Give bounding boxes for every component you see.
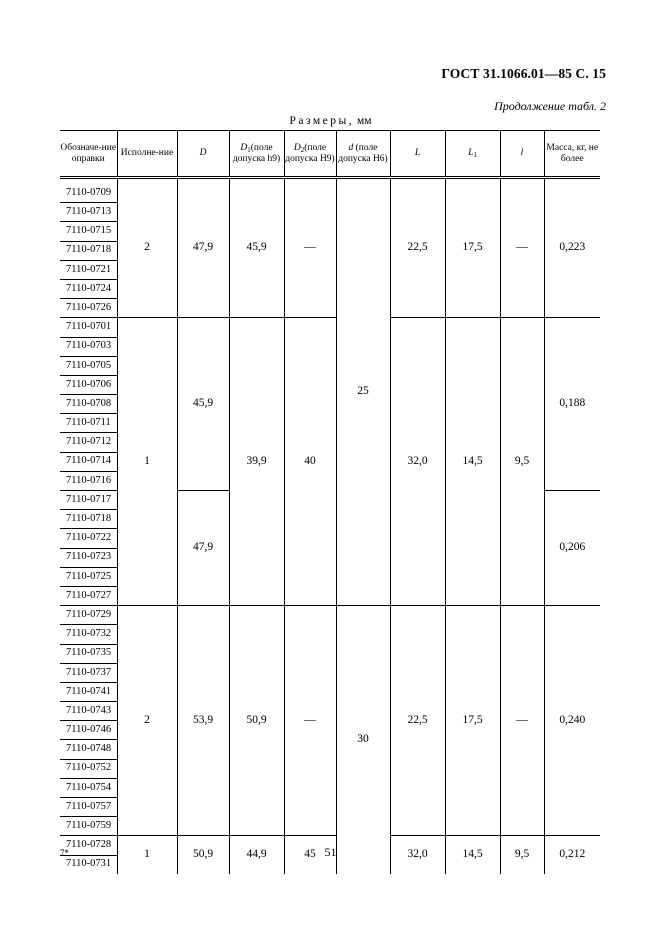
cell-g1-L: 22,5	[390, 178, 445, 318]
cell-g4-mass: 0,212	[544, 836, 600, 874]
cell-g3-D1: 50,9	[229, 606, 284, 836]
col-designation-header: Обозначе-ние оправки	[60, 131, 117, 178]
cell-g4-D1: 44,9	[229, 836, 284, 874]
cell-g2-D-b: 47,9	[177, 491, 229, 606]
col-mass-header: Масса, кг, не более	[544, 131, 600, 178]
designation-cell: 7110-0757	[60, 798, 117, 817]
designation-cell: 7110-0743	[60, 702, 117, 721]
cell-g3-D2: —	[284, 606, 336, 836]
designation-cell: 7110-0727	[60, 586, 117, 605]
cell-d-upper: 25	[336, 178, 390, 606]
page-number: 51	[324, 845, 337, 859]
designation-cell: 7110-0759	[60, 817, 117, 836]
cell-g4-L1: 14,5	[445, 836, 500, 874]
designation-cell: 7110-0718	[60, 510, 117, 529]
designation-cell: 7110-0713	[60, 203, 117, 222]
designation-cell: 7110-0737	[60, 663, 117, 682]
cell-d-lower: 30	[336, 606, 390, 874]
designation-cell: 7110-0731	[66, 858, 112, 870]
cell-g4-D2: 45	[284, 836, 336, 874]
cell-g3-version: 2	[117, 606, 177, 836]
cell-g1-D1: 45,9	[229, 178, 284, 318]
cell-g4-D: 50,9	[177, 836, 229, 874]
table-continuation-label: Продолжение табл. 2	[494, 99, 606, 113]
designation-cell: 7110-0712	[60, 433, 117, 452]
col-L-header: L	[390, 131, 445, 178]
designation-cell: 7110-0701	[60, 318, 117, 337]
designation-cell: 7110-0748	[60, 740, 117, 759]
dimensions-unit: мм	[356, 115, 372, 127]
cell-g2-D-a: 45,9	[177, 318, 229, 491]
table-row	[60, 606, 600, 625]
designation-cell: 7110-0722	[60, 529, 117, 548]
designation-cell: 7110-0724	[60, 279, 117, 298]
designation-cell: 7110-0754	[60, 778, 117, 797]
designation-cell: 7110-0723	[60, 548, 117, 567]
designation-cell: 7110-0703	[60, 337, 117, 356]
standard-header: ГОСТ 31.1066.01—85 С. 15	[441, 66, 606, 81]
cell-g4-l: 9,5	[500, 836, 544, 874]
cell-g2-L1: 14,5	[445, 318, 500, 606]
col-D1-header: $D_1(поле$ допуска h9)	[229, 131, 284, 178]
designation-cell: 7110-0721	[60, 260, 117, 279]
designation-cell: 7110-0718	[60, 241, 117, 260]
col-version-header: Исполне-ние	[117, 131, 177, 178]
dimensions-word: Размеры,	[289, 115, 355, 127]
cell-g1-mass: 0,223	[544, 178, 600, 318]
cell-g4-L: 32,0	[390, 836, 445, 874]
designation-cell: 7110-0705	[60, 356, 117, 375]
designation-cell: 7110-0741	[60, 682, 117, 701]
cell-g2-D2: 40	[284, 318, 336, 606]
dimensions-caption	[0, 115, 661, 127]
col-D2-header: $D_2(поле$ допуска H9)	[284, 131, 336, 178]
designation-cell: 7110-0726	[60, 299, 117, 318]
designation-cell: 7110-0717	[60, 491, 117, 510]
cell-g3-L1: 17,5	[445, 606, 500, 836]
cell-g1-L1: 17,5	[445, 178, 500, 318]
designation-cell: 7110-0752	[60, 759, 117, 778]
cell-g1-l: —	[500, 178, 544, 318]
cell-g3-l: —	[500, 606, 544, 836]
cell-g3-L: 22,5	[390, 606, 445, 836]
designation-cell: 7110-0728	[60, 836, 117, 855]
cell-g3-mass: 0,240	[544, 606, 600, 836]
designation-cell: 7110-0711	[60, 414, 117, 433]
table-row	[60, 318, 600, 337]
cell-g1-version: 2	[117, 178, 177, 318]
cell-g2-L: 32,0	[390, 318, 445, 606]
designation-cell: 7110-0708	[60, 395, 117, 414]
col-l-header: l	[500, 131, 544, 178]
col-D-header: D	[177, 131, 229, 178]
designation-cell: 7110-0732	[60, 625, 117, 644]
designation-cell: 7110-0735	[60, 644, 117, 663]
designation-cell: 7110-0715	[60, 222, 117, 241]
designation-cell: 7110-0729	[60, 606, 117, 625]
cell-g2-l: 9,5	[500, 318, 544, 606]
cell-g1-D: 47,9	[177, 178, 229, 318]
designation-cell: 7110-0746	[60, 721, 117, 740]
mandrel-dimensions-table	[60, 130, 600, 874]
designation-cell: 7110-0709	[60, 184, 117, 203]
table-header-row	[60, 131, 600, 178]
designation-cell: 7110-0716	[60, 471, 117, 490]
designation-cell: 7110-0725	[60, 567, 117, 586]
cell-g2-mass-b: 0,206	[544, 491, 600, 606]
cell-g3-D: 53,9	[177, 606, 229, 836]
cell-g2-version: 1	[117, 318, 177, 606]
designation-cell: 7110-0706	[60, 375, 117, 394]
designation-cell: 7110-0714	[60, 452, 117, 471]
cell-g2-mass-a: 0,188	[544, 318, 600, 491]
col-L1-header: $L_1$	[445, 131, 500, 178]
cell-g4-version: 1	[117, 836, 177, 874]
footer-mark: 7*	[60, 848, 69, 858]
cell-g2-D1: 39,9	[229, 318, 284, 606]
cell-g1-D2: —	[284, 178, 336, 318]
col-d-header: d (поле допуска H6)	[336, 131, 390, 178]
